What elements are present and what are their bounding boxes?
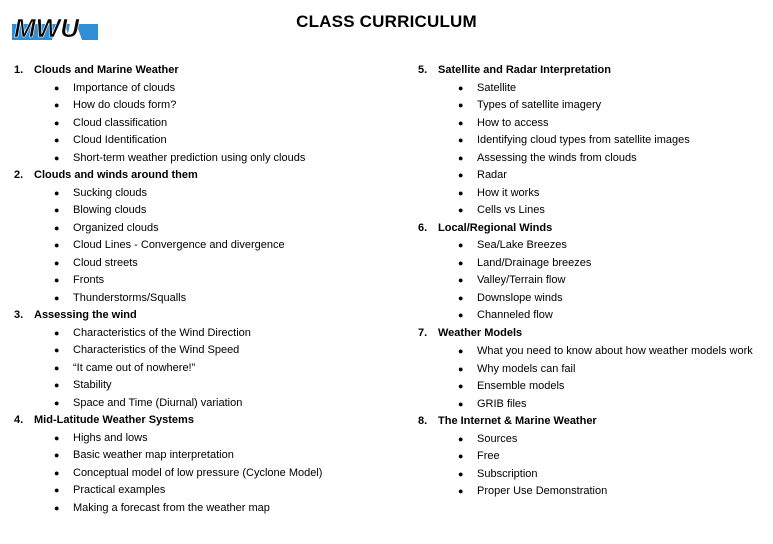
bullet-icon: ● — [458, 170, 464, 180]
topic-item — [14, 325, 394, 343]
bullet-icon: ● — [54, 450, 60, 460]
topic-item — [14, 465, 394, 483]
section-title: Mid-Latitude Weather Systems — [34, 414, 194, 426]
topic-text: Assessing the winds from clouds — [477, 151, 637, 164]
topic-item — [418, 272, 763, 290]
topic-text: What you need to know about how weather models work — [477, 345, 753, 357]
topic-text: Basic weather map interpretation — [73, 449, 234, 461]
bullet-icon: ● — [458, 292, 464, 303]
topic-item — [14, 202, 394, 220]
topic-text: Characteristics of the Wind Direction — [73, 326, 251, 339]
section-title: Satellite and Radar Interpretation — [438, 64, 611, 76]
bullet-icon: ● — [54, 432, 60, 443]
topic-item — [14, 80, 394, 98]
section-number: 2. — [14, 169, 24, 181]
section-heading — [14, 307, 394, 325]
section-title: The Internet & Marine Weather — [438, 415, 597, 427]
topic-text: Satellite — [477, 81, 517, 94]
topic-text: Blowing clouds — [73, 204, 147, 216]
section-number: 6. — [418, 221, 428, 234]
topic-item — [418, 237, 763, 255]
topic-item — [418, 396, 763, 414]
section-number: 5. — [418, 64, 428, 76]
topic-text: Valley/Terrain flow — [477, 274, 566, 286]
bullet-icon: ● — [458, 468, 464, 479]
bullet-icon: ● — [54, 100, 60, 110]
bullet-icon: ● — [458, 381, 464, 391]
topic-text: Practical examples — [73, 484, 166, 496]
bullet-icon: ● — [54, 292, 60, 303]
bullet-icon: ● — [54, 205, 60, 215]
topic-text: Cloud Identification — [73, 134, 167, 146]
bullet-icon: ● — [458, 240, 464, 250]
topic-text: Thunderstorms/Squalls — [73, 291, 187, 304]
section-heading — [418, 413, 763, 431]
bullet-icon: ● — [458, 363, 464, 374]
topic-text: Downslope winds — [477, 291, 563, 304]
topic-list — [418, 431, 763, 501]
bullet-icon: ● — [54, 327, 60, 338]
bullet-icon: ● — [458, 117, 464, 128]
topic-list — [14, 80, 394, 168]
topic-item — [418, 255, 763, 273]
topic-text: GRIB files — [477, 397, 527, 410]
topic-text: Cells vs Lines — [477, 204, 545, 216]
topic-list — [14, 325, 394, 413]
topic-text: Highs and lows — [73, 431, 148, 444]
topic-item — [418, 185, 763, 203]
bullet-icon: ● — [54, 362, 60, 373]
section-title: Clouds and winds around them — [34, 169, 198, 181]
topic-item — [418, 167, 763, 185]
topic-item — [14, 185, 394, 203]
topic-item — [418, 342, 763, 361]
topic-item — [14, 395, 394, 413]
topic-text: How do clouds form? — [73, 99, 177, 111]
topic-text: Types of satellite imagery — [477, 99, 602, 111]
topic-item — [14, 360, 394, 378]
topic-item — [14, 255, 394, 273]
topic-text: How to access — [477, 116, 549, 129]
topic-item — [14, 220, 394, 238]
bullet-icon: ● — [458, 310, 464, 320]
svg-text:MWU: MWU — [14, 13, 79, 43]
topic-text: Why models can fail — [477, 362, 576, 375]
topic-item — [418, 378, 763, 396]
topic-text: Land/Drainage breezes — [477, 256, 592, 269]
section-heading — [14, 167, 394, 185]
bullet-icon: ● — [54, 467, 60, 478]
bullet-icon: ● — [458, 451, 464, 461]
bullet-icon: ● — [458, 100, 464, 110]
bullet-icon: ● — [458, 346, 464, 356]
topic-item — [14, 115, 394, 133]
topic-text: Proper Use Demonstration — [477, 485, 608, 497]
curriculum-section — [418, 62, 763, 220]
bullet-icon: ● — [458, 82, 464, 93]
topic-text: Stability — [73, 379, 112, 391]
topic-text: Short-term weather prediction using only clouds — [73, 151, 306, 164]
bullet-icon: ● — [54, 257, 60, 268]
section-heading — [418, 62, 763, 80]
topic-text: Sea/Lake Breezes — [477, 239, 567, 251]
topic-text: Subscription — [477, 467, 538, 480]
topic-text: Sucking clouds — [73, 186, 147, 199]
bullet-icon: ● — [458, 205, 464, 215]
topic-item — [418, 448, 763, 466]
topic-text: Space and Time (Diurnal) variation — [73, 396, 243, 409]
topic-item — [14, 272, 394, 290]
bullet-icon: ● — [54, 240, 60, 250]
topic-item — [418, 290, 763, 308]
bullet-icon: ● — [54, 397, 60, 408]
topic-list — [418, 342, 763, 413]
topic-text: Fronts — [73, 274, 105, 286]
section-title: Assessing the wind — [34, 309, 137, 321]
topic-item — [14, 150, 394, 168]
topic-item — [418, 431, 763, 449]
curriculum-section — [14, 412, 394, 517]
bullet-icon: ● — [458, 486, 464, 496]
section-number: 7. — [418, 326, 428, 339]
curriculum-section — [418, 413, 763, 501]
section-number: 3. — [14, 309, 24, 321]
topic-text: Identifying cloud types from satellite images — [477, 134, 690, 146]
bullet-icon: ● — [54, 152, 60, 163]
topic-text: Importance of clouds — [73, 81, 176, 94]
topic-item — [418, 307, 763, 325]
topic-text: Sources — [477, 432, 518, 445]
curriculum-left-column — [14, 62, 394, 517]
topic-item — [14, 482, 394, 500]
topic-text: “It came out of nowhere!” — [73, 361, 196, 374]
curriculum-section — [14, 167, 394, 307]
topic-item — [14, 377, 394, 395]
topic-item — [14, 132, 394, 150]
topic-item — [14, 500, 394, 518]
topic-item — [14, 237, 394, 255]
topic-text: Cloud Lines - Convergence and divergence — [73, 239, 285, 251]
topic-item — [418, 150, 763, 168]
bullet-icon: ● — [54, 135, 60, 145]
section-number: 1. — [14, 64, 24, 76]
curriculum-section — [14, 307, 394, 412]
topic-item — [418, 202, 763, 220]
section-heading — [14, 62, 394, 80]
bullet-icon: ● — [458, 187, 464, 198]
section-title: Local/Regional Winds — [438, 221, 553, 234]
section-heading — [14, 412, 394, 430]
bullet-icon: ● — [54, 485, 60, 495]
bullet-icon: ● — [54, 502, 60, 513]
topic-text: How it works — [477, 186, 540, 199]
topic-item — [14, 97, 394, 115]
topic-item — [418, 132, 763, 150]
topic-text: Free — [477, 450, 500, 462]
topic-item — [418, 483, 763, 501]
topic-list — [418, 80, 763, 220]
section-number: 4. — [14, 414, 24, 426]
curriculum-section — [418, 220, 763, 325]
topic-text: Organized clouds — [73, 221, 159, 234]
topic-item — [14, 290, 394, 308]
page-title: CLASS CURRICULUM — [296, 12, 477, 31]
bullet-icon: ● — [458, 152, 464, 163]
bullet-icon: ● — [54, 117, 60, 128]
bullet-icon: ● — [458, 433, 464, 444]
topic-text: Channeled flow — [477, 309, 553, 321]
bullet-icon: ● — [458, 135, 464, 145]
topic-list — [14, 185, 394, 308]
topic-text: Characteristics of the Wind Speed — [73, 344, 240, 356]
topic-text: Conceptual model of low pressure (Cyclone Model) — [73, 466, 323, 479]
section-number: 8. — [418, 415, 428, 427]
bullet-icon: ● — [54, 187, 60, 198]
topic-list — [14, 430, 394, 518]
bullet-icon: ● — [458, 257, 464, 268]
topic-text: Radar — [477, 169, 507, 181]
bullet-icon: ● — [54, 82, 60, 93]
topic-item — [418, 361, 763, 379]
curriculum-section — [418, 325, 763, 414]
topic-item — [418, 115, 763, 133]
bullet-icon: ● — [458, 398, 464, 409]
bullet-icon: ● — [54, 275, 60, 285]
section-title: Weather Models — [438, 326, 523, 339]
topic-item — [418, 466, 763, 484]
section-heading — [418, 220, 763, 238]
topic-item — [418, 80, 763, 98]
topic-text: Cloud classification — [73, 116, 168, 129]
topic-list — [418, 237, 763, 325]
bullet-icon: ● — [54, 380, 60, 390]
bullet-icon: ● — [458, 275, 464, 285]
section-title: Clouds and Marine Weather — [34, 64, 179, 76]
topic-item — [14, 430, 394, 448]
topic-item — [418, 97, 763, 115]
bullet-icon: ● — [54, 222, 60, 233]
topic-item — [14, 447, 394, 465]
curriculum-right-column — [418, 62, 763, 501]
topic-text: Cloud streets — [73, 256, 138, 269]
bullet-icon: ● — [54, 345, 60, 355]
topic-item — [14, 342, 394, 360]
topic-text: Making a forecast from the weather map — [73, 501, 270, 514]
topic-text: Ensemble models — [477, 380, 565, 392]
curriculum-section — [14, 62, 394, 167]
section-heading — [418, 325, 763, 343]
